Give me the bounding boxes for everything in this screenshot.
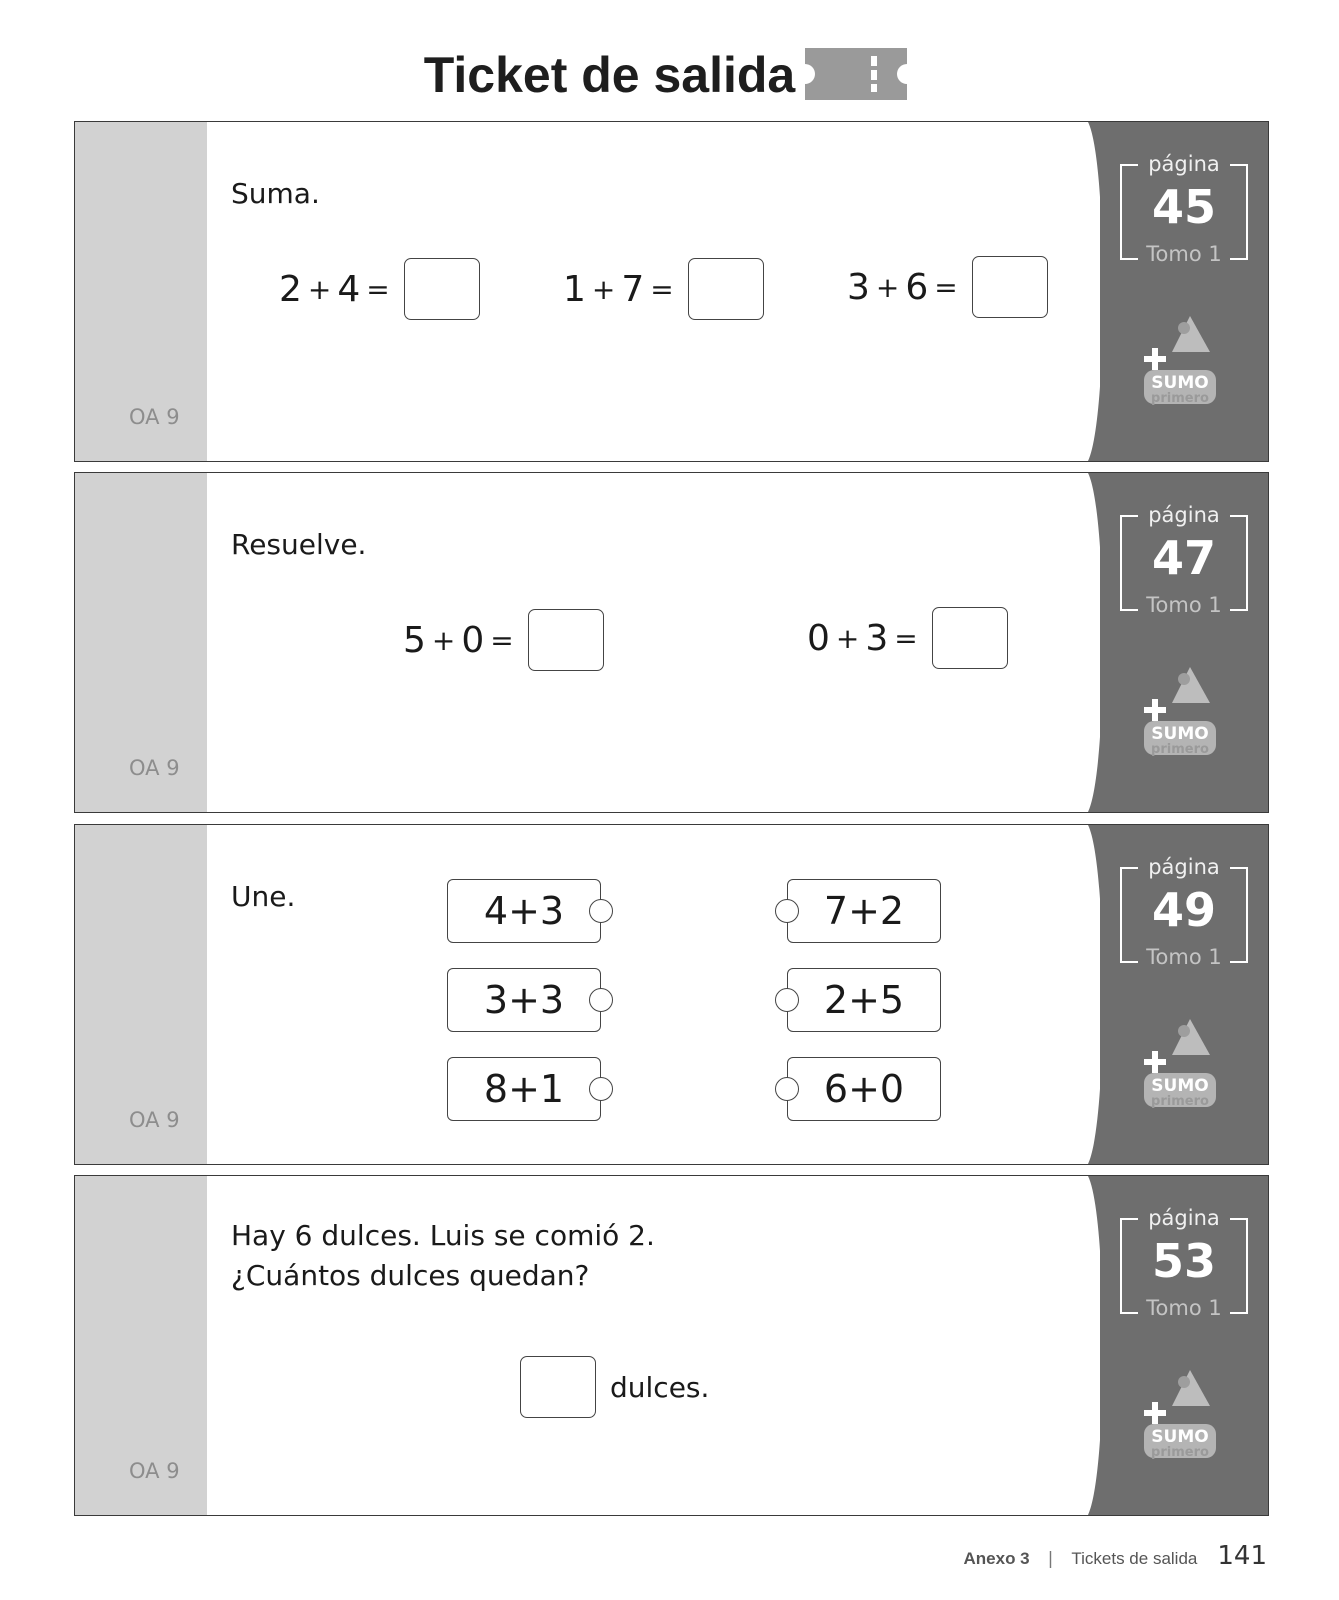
- match-item-right[interactable]: [787, 1057, 941, 1121]
- answer-box[interactable]: [520, 1356, 596, 1418]
- answer-box[interactable]: [972, 256, 1048, 318]
- tomo-label: Tomo 1: [1146, 945, 1222, 969]
- operand: 0: [807, 617, 830, 659]
- match-item-label: 2+5: [823, 978, 905, 1022]
- operator: +: [307, 272, 332, 306]
- equals-sign: =: [650, 272, 674, 306]
- match-item-label: 8+1: [483, 1067, 565, 1111]
- page-reference-panel: [1100, 1176, 1268, 1515]
- equals-sign: =: [490, 623, 514, 657]
- equals-sign: =: [366, 272, 390, 306]
- connector-dot[interactable]: [775, 988, 799, 1012]
- page-number: 49: [1151, 883, 1216, 937]
- tomo-label: Tomo 1: [1146, 593, 1222, 617]
- footer-anexo: Anexo 3: [963, 1549, 1030, 1568]
- ticket-stub: [75, 473, 207, 812]
- match-item-label: 4+3: [483, 889, 565, 933]
- answer-box[interactable]: [688, 258, 764, 320]
- svg-text:primero: primero: [1151, 391, 1209, 406]
- page-reference: [1120, 152, 1248, 266]
- problem-line-1: Hay 6 dulces. Luis se comió 2.: [231, 1219, 655, 1252]
- operand: 1: [563, 268, 586, 310]
- footer-separator: |: [1047, 1549, 1054, 1569]
- sumo-primero-logo-icon: [1142, 663, 1226, 757]
- instruction: Une.: [231, 880, 296, 913]
- equation: [279, 258, 480, 320]
- instruction: Resuelve.: [231, 528, 367, 561]
- sumo-primero-logo-icon: [1142, 1366, 1226, 1460]
- page-label: página: [1148, 855, 1220, 879]
- operand: 7: [621, 268, 645, 310]
- operand: 6: [905, 266, 929, 308]
- connector-dot[interactable]: [589, 1077, 613, 1101]
- ticket-resuelve: [74, 472, 1269, 813]
- operator: +: [431, 623, 456, 657]
- page-reference: [1120, 1206, 1248, 1320]
- svg-text:SUMO: SUMO: [1151, 1076, 1209, 1096]
- ticket-problema: [74, 1175, 1269, 1516]
- operand: 0: [461, 619, 485, 661]
- ticket-stub: [75, 1176, 207, 1515]
- operator: +: [835, 621, 860, 655]
- svg-text:SUMO: SUMO: [1151, 373, 1209, 393]
- instruction: Suma.: [231, 177, 320, 210]
- answer-row: [520, 1356, 709, 1418]
- answer-unit: dulces.: [610, 1370, 710, 1404]
- page-number: 47: [1151, 531, 1216, 585]
- svg-text:primero: primero: [1151, 1445, 1209, 1460]
- match-item-left[interactable]: [447, 879, 601, 943]
- svg-text:primero: primero: [1151, 742, 1209, 757]
- page-number: 45: [1151, 180, 1216, 234]
- operator: +: [875, 270, 900, 304]
- page-reference: [1120, 855, 1248, 969]
- page-number: 53: [1151, 1234, 1216, 1288]
- page-reference-panel: [1100, 122, 1268, 461]
- operand: 3: [865, 617, 889, 659]
- svg-text:SUMO: SUMO: [1151, 724, 1209, 744]
- page-number-footer: 141: [1217, 1541, 1267, 1571]
- equation: [807, 607, 1008, 669]
- equation: [403, 609, 604, 671]
- svg-text:primero: primero: [1151, 1094, 1209, 1109]
- page-label: página: [1148, 152, 1220, 176]
- match-item-label: 3+3: [483, 978, 565, 1022]
- equals-sign: =: [894, 621, 918, 655]
- oa-label: OA 9: [129, 405, 180, 429]
- operand: 3: [847, 266, 870, 308]
- tomo-label: Tomo 1: [1146, 1296, 1222, 1320]
- word-problem: [231, 1216, 655, 1296]
- ticket-icon: [805, 48, 907, 100]
- equation: [847, 256, 1048, 318]
- ticket-stub: [75, 122, 207, 461]
- page-label: página: [1148, 503, 1220, 527]
- connector-dot[interactable]: [589, 899, 613, 923]
- equals-sign: =: [934, 270, 958, 304]
- tomo-label: Tomo 1: [1146, 242, 1222, 266]
- footer-section: Tickets de salida: [1071, 1549, 1198, 1568]
- sumo-primero-logo-icon: [1142, 1015, 1226, 1109]
- match-item-label: 6+0: [823, 1067, 905, 1111]
- page-label: página: [1148, 1206, 1220, 1230]
- operand: 2: [279, 268, 302, 310]
- match-item-right[interactable]: [787, 879, 941, 943]
- page-reference-panel: [1100, 825, 1268, 1164]
- answer-box[interactable]: [404, 258, 480, 320]
- oa-label: OA 9: [129, 756, 180, 780]
- connector-dot[interactable]: [589, 988, 613, 1012]
- page-title: Ticket de salida: [423, 47, 796, 103]
- ticket-stub: [75, 825, 207, 1164]
- match-item-left[interactable]: [447, 968, 601, 1032]
- problem-line-2: ¿Cuántos dulces quedan?: [231, 1259, 590, 1292]
- ticket-une: [74, 824, 1269, 1165]
- page-footer: [964, 1541, 1268, 1571]
- oa-label: OA 9: [129, 1459, 180, 1483]
- operator: +: [591, 272, 616, 306]
- equation: [563, 258, 764, 320]
- operand: 4: [337, 268, 361, 310]
- connector-dot[interactable]: [775, 1077, 799, 1101]
- operand: 5: [403, 619, 426, 661]
- match-item-right[interactable]: [787, 968, 941, 1032]
- page-reference: [1120, 503, 1248, 617]
- answer-box[interactable]: [528, 609, 604, 671]
- connector-dot[interactable]: [775, 899, 799, 923]
- ticket-suma: [74, 121, 1269, 462]
- match-item-left[interactable]: [447, 1057, 601, 1121]
- sumo-primero-logo-icon: [1142, 312, 1226, 406]
- svg-text:SUMO: SUMO: [1151, 1427, 1209, 1447]
- page-reference-panel: [1100, 473, 1268, 812]
- answer-box[interactable]: [932, 607, 1008, 669]
- match-item-label: 7+2: [823, 889, 905, 933]
- oa-label: OA 9: [129, 1108, 180, 1132]
